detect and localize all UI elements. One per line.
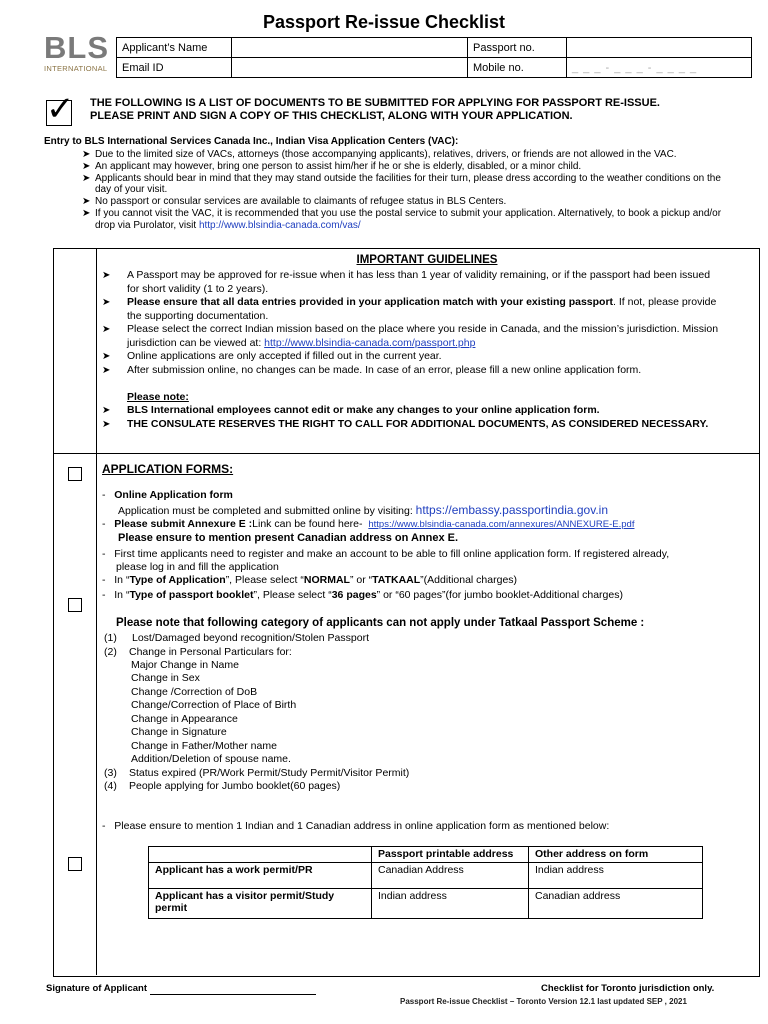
email-label: Email ID [117,58,232,78]
guidelines-list [100,269,725,377]
entry-list [82,149,727,232]
category-2-sub: Change in Signature [131,726,227,738]
arrow-bullet-icon: ➤ [102,418,111,430]
mobile-label: Mobile no. [468,58,567,78]
first-time-line: - First time applicants need to register and make an account to be able to fill online application form. If registered already, [102,548,670,560]
applicant-info-table [116,37,752,78]
table-cell: Indian address [372,888,529,918]
signature-label: Signature of Applicant [46,983,147,994]
arrow-bullet-icon: ➤ [102,270,111,281]
arrow-bullet-icon: ➤ [82,207,91,219]
category-2-sub: Change /Correction of DoB [131,686,258,698]
table-row [149,862,703,888]
category-2-sub: Change in Appearance [131,713,238,725]
arrow-bullet-icon: ➤ [82,149,91,160]
type-of-application-line: - In “Type of Application”, Please select “NORMAL” or “TATKAAL”(Additional charges) [102,574,518,586]
please-note-heading: Please note: [127,391,189,403]
online-form-text: Application must be completed and submitted online by visiting: https://embassy.passportindia.gov.in [118,503,608,517]
mobile-field[interactable] [567,58,752,78]
note-list [100,404,725,431]
annexure-line: - Please submit Annexure E :Link can be found here- https://www.blsindia-canada.com/annexures/ANNEXURE-E.pdf [102,518,635,530]
category-3: (3) Status expired (PR/Work Permit/Study Permit/Visitor Permit) [104,767,410,779]
guideline-item: ➤ A Passport may be approved for re-issue when it has less than 1 year of validity remaining, or if the passport had been issued for short validity (1 to 2 years). [102,269,711,295]
table-header-row [149,847,703,863]
category-1: (1) Lost/Damaged beyond recognition/Stolen Passport [104,632,369,644]
first-time-line-2: please log in and fill the application [116,561,279,573]
signature-line[interactable] [150,994,316,995]
section-divider [53,453,759,454]
address-checkbox[interactable] [68,857,82,871]
guideline-item: ➤ Please ensure that all data entries provided in your application match with your existing passport. If not, please provide the supporting documentation. [102,296,717,322]
table-cell: Canadian Address [372,862,529,888]
guidelines-title: IMPORTANT GUIDELINES [356,254,498,266]
page-title: Passport Re-issue Checklist [262,12,506,32]
arrow-bullet-icon: ➤ [102,351,111,362]
guideline-item: ➤ Please select the correct Indian mission based on the place where you reside in Canada, and the mission’s jurisdiction. Mission jurisdiction can be viewed at: http://www.blsindia-canada.com/passport.php [102,323,719,349]
entry-item: ➤ An applicant may however, bring one person to assist him/her if he or she is elderly, disabled, or a minor child. [82,160,582,172]
table-cell: Indian address [529,862,703,888]
passport-jurisdiction-link[interactable]: http://www.blsindia-canada.com/passport.php [264,336,476,349]
entry-item: ➤ Due to the limited size of VACs, attorneys (those accompanying applicants), relatives, drivers, or friends are not allowed in the VAC. [82,149,677,160]
intro-line-2: PLEASE PRINT AND SIGN A COPY OF THIS CHECKLIST, ALONG WITH YOUR APPLICATION. [90,110,573,122]
checkmark-icon: ✓ [46,90,75,128]
category-2-sub: Change in Sex [131,672,200,684]
entry-heading: Entry to BLS International Services Canada Inc., Indian Visa Application Centers (VAC): [44,136,459,147]
online-form-line: - Online Application form [102,489,233,501]
arrow-bullet-icon: ➤ [82,160,91,172]
bls-logo [44,32,108,73]
arrow-bullet-icon: ➤ [102,324,111,335]
category-2-sub: Addition/Deletion of spouse name. [131,753,291,765]
category-2-sub: Change/Correction of Place of Birth [131,699,297,711]
logo-subtext: INTERNATIONAL [44,64,108,73]
booklet-line: - In “Type of passport booklet”, Please select “36 pages” or “60 pages”(for jumbo booklet-Additional charges) [102,589,623,601]
entry-item: ➤ If you cannot visit the VAC, it is recommended that you use the postal service to submit your application. Alternatively, to book a pickup and/or drop via Purolator, visit http://www.blsindia-canada.com/vas/ [82,207,722,231]
guideline-item: ➤ Online applications are only accepted if filled out in the current year. [102,350,442,362]
category-2-sub: Major Change in Name [131,659,239,671]
note-item: ➤ BLS International employees cannot edit or make any changes to your online application form. [102,404,600,416]
logo-text: BLS [44,30,109,65]
application-forms-title: APPLICATION FORMS: [102,462,234,476]
email-field[interactable] [232,58,468,78]
entry-item: ➤ No passport or consular services are available to claimants of refugee status in BLS Centers. [82,196,507,208]
table-header-cell: Passport printable address [372,847,529,863]
entry-item: ➤ Applicants should bear in mind that they may stand outside the facilities for their turn, please dress according to the weather conditions on the day of your visit. [82,172,721,196]
arrow-bullet-icon: ➤ [82,172,91,184]
arrow-bullet-icon: ➤ [82,196,91,208]
note-item: ➤ THE CONSULATE RESERVES THE RIGHT TO CALL FOR ADDITIONAL DOCUMENTS, AS CONSIDERED NECESSARY. [102,417,709,430]
arrow-bullet-icon: ➤ [102,297,111,308]
mobile-placeholder: _ _ _ - _ _ _ - _ _ _ _ [572,61,698,74]
guideline-item: ➤ After submission online, no changes can be made. In case of an error, please fill a new online application form. [102,363,642,376]
passport-no-field[interactable] [567,38,752,58]
annexure-note: Please ensure to mention present Canadian address on Annex E. [118,532,459,544]
address-note-line: - Please ensure to mention 1 Indian and 1 Canadian address in online application form as mentioned below: [102,820,610,832]
table-row [149,888,703,918]
checkbox-column-divider [96,248,97,975]
vas-link[interactable]: http://www.blsindia-canada.com/vas/ [198,219,361,231]
applicant-name-label: Applicant’s Name [117,38,232,58]
passport-no-label: Passport no. [468,38,567,58]
category-2: (2) Change in Personal Particulars for: [104,646,292,658]
address-table [148,846,703,919]
table-header-cell: Other address on form [529,847,703,863]
table-cell: Applicant has a work permit/PR [149,862,372,888]
tatkaal-checkbox[interactable] [68,598,82,612]
arrow-bullet-icon: ➤ [102,364,111,376]
category-4: (4) People applying for Jumbo booklet(60 pages) [104,780,341,792]
annexure-e-link[interactable]: https://www.blsindia-canada.com/annexures/ANNEXURE-E.pdf [368,519,635,530]
intro-text [90,97,750,123]
category-2-sub: Change in Father/Mother name [131,740,277,752]
table-cell: Canadian address [529,888,703,918]
tatkaal-heading: Please note that following category of applicants can not apply under Tatkaal Passport Scheme : [116,617,645,629]
table-cell: Applicant has a visitor permit/Study permit [149,888,372,918]
application-forms-checkbox[interactable] [68,467,82,481]
applicant-name-field[interactable] [232,38,468,58]
arrow-bullet-icon: ➤ [102,405,111,416]
passportindia-link[interactable]: https://embassy.passportindia.gov.in [415,503,608,517]
jurisdiction-note: Checklist for Toronto jurisdiction only. [541,983,715,994]
table-header-cell [149,847,372,863]
version-note: Passport Re-issue Checklist – Toronto Version 12.1 last updated SEP , 2021 [400,997,687,1006]
intro-line-1: THE FOLLOWING IS A LIST OF DOCUMENTS TO BE SUBMITTED FOR APPLYING FOR PASSPORT RE-ISSUE. [90,97,660,109]
